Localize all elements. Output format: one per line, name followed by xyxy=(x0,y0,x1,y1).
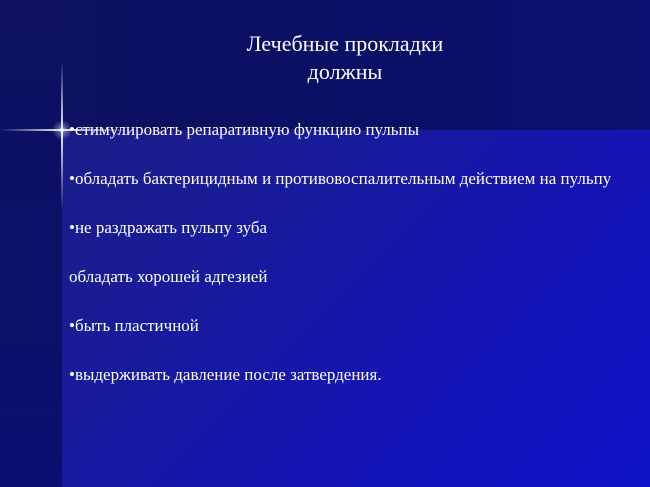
list-item: •выдерживать давление после затвердения. xyxy=(69,365,382,384)
bullet-list xyxy=(69,118,629,387)
title-line-2: должны xyxy=(307,59,383,84)
list-item: •быть пластичной xyxy=(69,316,199,335)
title-line-1: Лечебные прокладки xyxy=(246,31,444,56)
list-item: •не раздражать пульпу зуба xyxy=(69,218,268,237)
list-item: обладать хорошей адгезией xyxy=(69,267,268,286)
slide-title xyxy=(160,30,530,86)
list-item: •обладать бактерицидным и противовоспалительным действием на пульпу xyxy=(69,169,612,188)
list-item: •стимулировать репаративную функцию пульпы xyxy=(69,120,420,139)
